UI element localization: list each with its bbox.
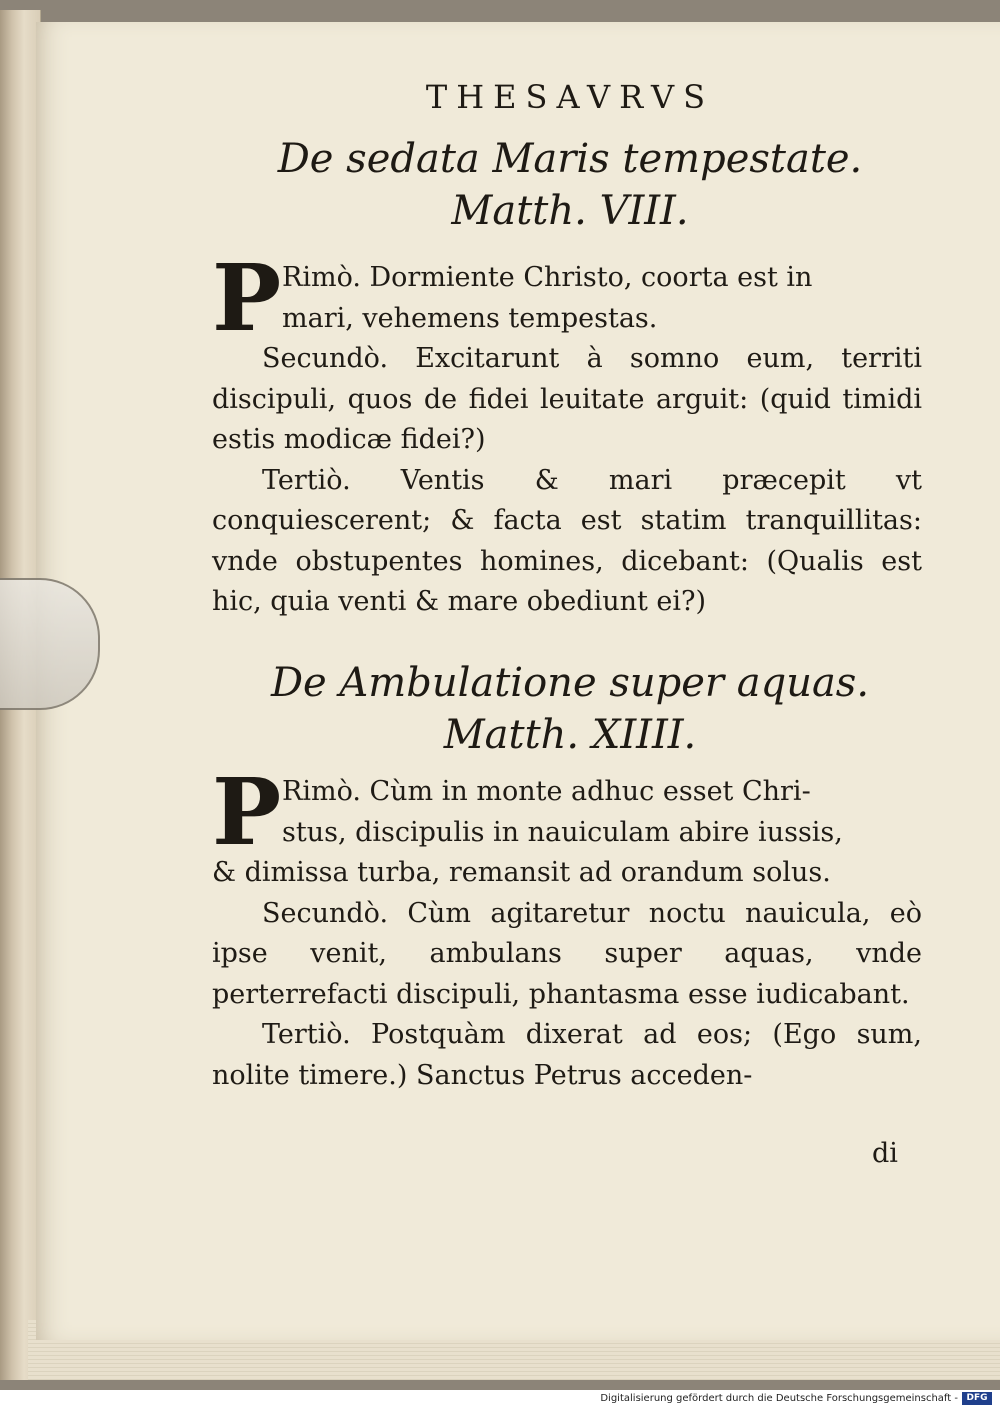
section-2-reference: Matth. XIIII. xyxy=(443,712,697,758)
section-1-dropcap: P xyxy=(212,244,282,352)
section-2-title: De Ambulatione super aquas. xyxy=(270,660,870,706)
section-2-p1-line2: stus, discipulis in nauiculam abire iussis, xyxy=(282,816,843,848)
section-2-p1-rest: & dimissa turba, remansit ad orandum solus. xyxy=(212,857,831,888)
catchword: di xyxy=(872,1138,898,1169)
footer-credit: Digitalisierung gefördert durch die Deutsche Forschungsgemeinschaft - xyxy=(600,1393,958,1404)
section-2-body xyxy=(212,758,922,1096)
running-head: THESAVRVS xyxy=(425,78,715,116)
section-1-p1-line1: Rimò. Dormiente Christo, coorta est in xyxy=(282,262,813,293)
section-2-paragraph-2: Secundò. Cùm agitaretur noctu nauicula, eò ipse venit, ambulans super aquas, vnde perterrefacti discipuli, phantasma esse iudicabant. xyxy=(212,897,922,1010)
section-1-paragraph-3: Tertiò. Ventis & mari præcepit vt conquiescerent; & facta est statim tranquillitas: vnde obstupentes homines, dicebant: (Qualis est hic, quia venti & mare obediunt ei?) xyxy=(212,464,922,617)
section-2-paragraph-3: Tertiò. Postquàm dixerat ad eos; (Ego sum, nolite timere.) Sanctus Petrus acceden- xyxy=(212,1019,922,1091)
section-1-p1-line2: mari, vehemens tempestas. xyxy=(282,302,658,334)
section-2-p1-line1: Rimò. Cùm in monte adhuc esset Chri- xyxy=(282,776,811,807)
dfg-logo-icon: DFG xyxy=(962,1392,992,1405)
section-1-paragraph-2: Secundò. Excitarunt à somno eum, territi discipuli, quos de fidei leuitate arguit: (quid timidi estis modicæ fidei?) xyxy=(212,343,922,455)
section-1-body xyxy=(212,244,922,623)
section-2-first-paragraph xyxy=(212,758,922,866)
section-1-reference: Matth. VIII. xyxy=(451,188,689,234)
section-1-title: De sedata Maris tempestate. xyxy=(277,136,863,182)
section-2-dropcap: P xyxy=(212,758,282,866)
section-1-first-paragraph xyxy=(212,244,922,352)
